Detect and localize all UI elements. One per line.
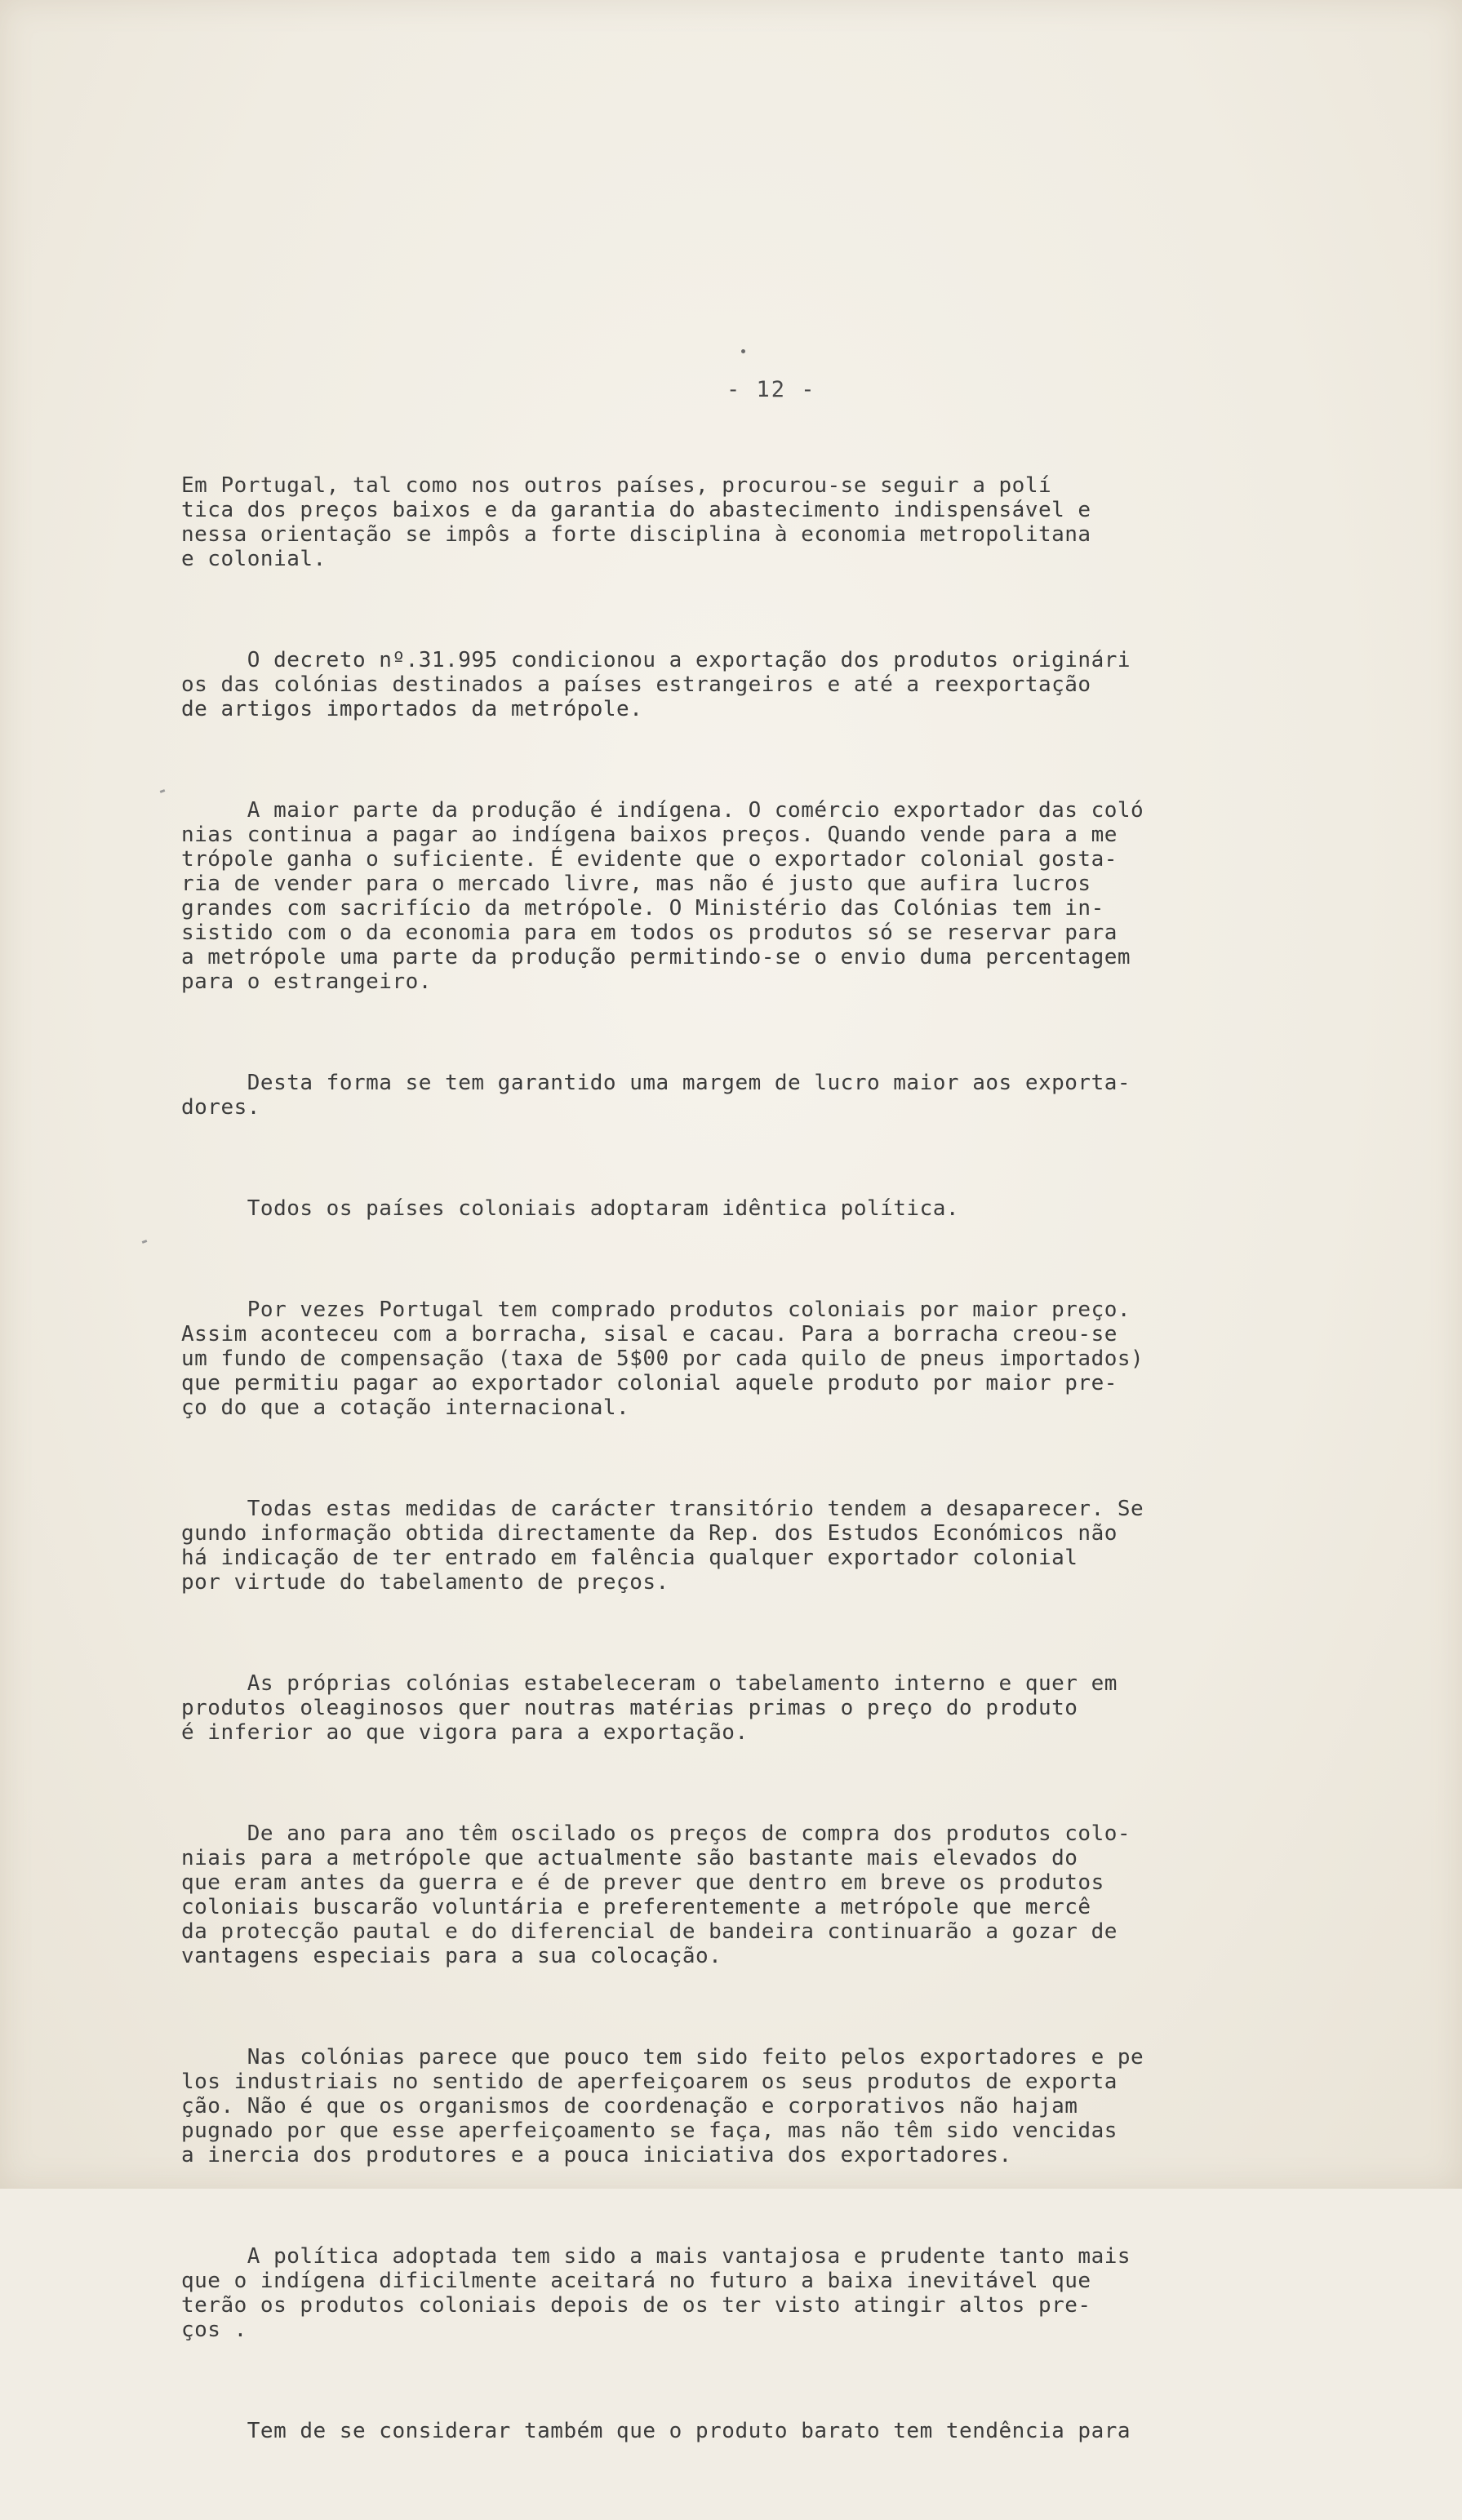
paragraph-11: A política adoptada tem sido a mais vantajosa e prudente tanto mais que o indígena dificilmente aceitará no futuro a baixa inevitável que terão os produtos coloniais depois de os ter visto atingir altos pre- ços . — [181, 2244, 1131, 2342]
paragraph-6: Por vezes Portugal tem comprado produtos coloniais por maior preço. Assim aconteceu com a borracha, sisal e cacau. Para a borracha creou-se um fundo de compensação (taxa de 5$00 por cada quilo de pneus importados) que permitiu pagar ao exportador colonial aquele produto por maior pre- ço do que a cotação internacional. — [181, 1298, 1144, 1420]
paragraph-3: A maior parte da produção é indígena. O comércio exportador das coló nias continua a pagar ao indígena baixos preços. Quando vende para a me trópole ganha o suficiente. É evidente que o exportador colonial gosta- ria de vender para o mercado livre, mas não é justo que aufira lucros grandes com sacrifício da metrópole. O Ministério das Colónias tem in- sistido com o da economia para em todos os produtos só se reservar para a metrópole uma parte da produção permitindo-se o envio duma percentagem para o estrangeiro. — [181, 798, 1144, 994]
paragraph-5: Todos os países coloniais adoptaram idêntica política. — [181, 1196, 960, 1221]
paragraph-7: Todas estas medidas de carácter transitório tendem a desaparecer. Se gundo informação obtida directamente da Rep. dos Estudos Económicos não há indicação de ter entrado em falência qualquer exportador colonial por virtude do tabelamento de preços. — [181, 1497, 1144, 1595]
paragraph-9: De ano para ano têm oscilado os preços de compra dos produtos colo- niais para a metrópole que actualmente são bastante mais elevados do que eram antes da guerra e é de prever que dentro em breve os produtos coloniais buscarão voluntária e preferentemente a metrópole que mercê da protecção pautal e do diferencial de bandeira continuarão a gozar de vantagens especiais para a sua colocação. — [181, 1821, 1131, 1968]
paragraph-10: Nas colónias parece que pouco tem sido feito pelos exportadores e pe los industriais no sentido de aperfeiçoarem os seus produtos de exporta ção. Não é que os organismos de coordenação e corporativos não hajam pugnado por que esse aperfeiçoamento se faça, mas não têm sido vencidas a inercia dos produtores e a pouca iniciativa dos exportadores. — [181, 2045, 1144, 2167]
paragraph-4: Desta forma se tem garantido uma margem de lucro maior aos exporta- dores. — [181, 1071, 1131, 1120]
paragraph-8: As próprias colónias estabeleceram o tabelamento interno e quer em produtos oleaginosos quer noutras matérias primas o preço do produto é inferior ao que vigora para a exportação. — [181, 1671, 1118, 1745]
punch-dot — [741, 349, 745, 353]
stray-mark — [142, 1240, 148, 1244]
stray-mark — [160, 789, 166, 793]
paragraph-12: Tem de se considerar também que o produto barato tem tendência para — [181, 2419, 1131, 2443]
paragraph-2: O decreto nº.31.995 condicionou a exportação dos produtos originári os das colónias destinados a países estrangeiros e até a reexportação de artigos importados da metrópole. — [181, 648, 1131, 721]
body-text — [181, 424, 1373, 2520]
page-number: - 12 - — [727, 377, 816, 402]
paragraph-1: Em Portugal, tal como nos outros países, procurou-se seguir a polí tica dos preços baixos e da garantia do abastecimento indispensável e nessa orientação se impôs a forte disciplina à economia metropolitana e colonial. — [181, 473, 1091, 571]
